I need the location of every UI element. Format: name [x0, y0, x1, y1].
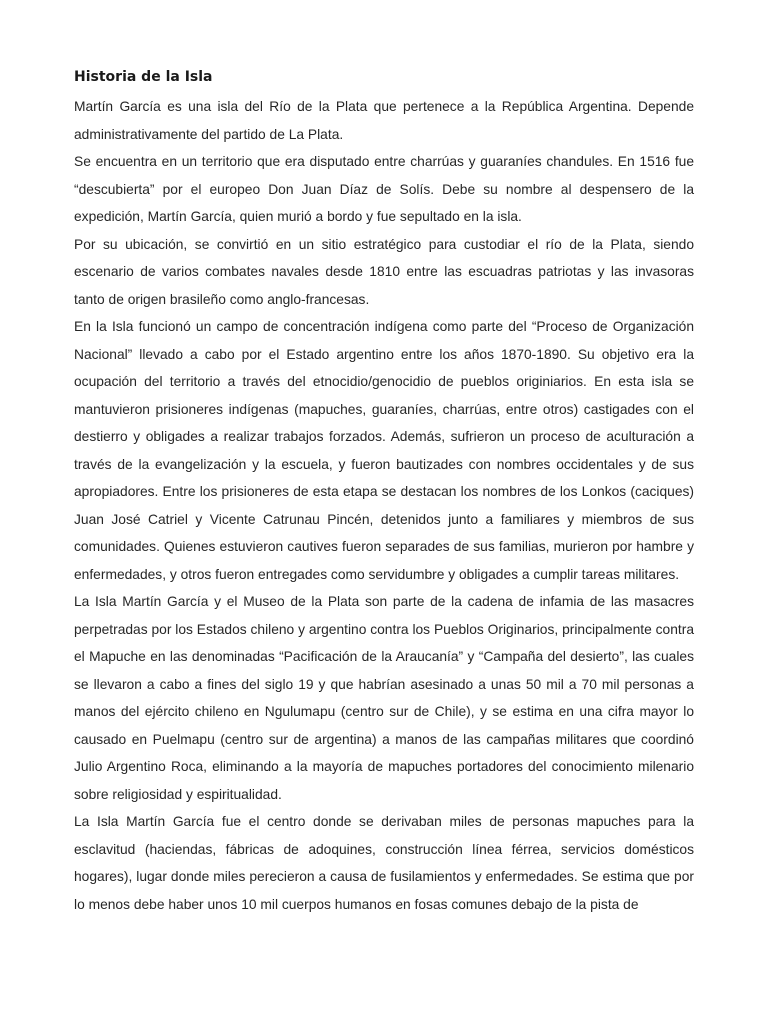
paragraph-6: La Isla Martín García fue el centro donde se derivaban miles de personas mapuches para la esclavitud (haciendas, fábricas de adoquines, construcción línea férrea, servicios domésticos hogares), lugar donde miles perecieron a causa de fusilamientos y enfermedades. Se estima que por lo menos debe haber unos 10 mil cuerpos humanos en fosas comunes debajo de la pista de — [74, 814, 694, 912]
paragraph-1: Martín García es una isla del Río de la Plata que pertenece a la República Argentina. Depende administrativamente del partido de La Plata. — [74, 99, 694, 142]
paragraph-4: En la Isla funcionó un campo de concentración indígena como parte del “Proceso de Organización Nacional” llevado a cabo por el Estado argentino entre los años 1870-1890. Su objetivo era la ocupación del territorio a través del etnocidio/genocidio de pueblos originiarios. En esta isla se mantuvieron prisioneres indígenas (mapuches, guaraníes, charrúas, entre otros) castigades con el destierro y obligades a realizar trabajos forzados. Además, sufrieron un proceso de aculturación a través de la evangelización y la escuela, y fueron bautizades con nombres occidentales y de sus apropiadores. Entre los prisioneres de esta etapa se destacan los nombres de los Lonkos (caciques) Juan José Catriel y Vicente Catrunau Pincén, detenidos junto a familiares y miembros de sus comunidades. Quienes estuvieron cautives fueron separades de sus familias, murieron por hambre y enfermedades, y otros fueron entregades como servidumbre y obligades a cumplir tareas militares. — [74, 319, 694, 582]
document-page — [74, 64, 694, 918]
paragraph-3: Por su ubicación, se convirtió en un sitio estratégico para custodiar el río de la Plata, siendo escenario de varios combates navales desde 1810 entre las escuadras patriotas y las invasoras tanto de origen brasileño como anglo-francesas. — [74, 236, 694, 307]
paragraph-5: La Isla Martín García y el Museo de la Plata son parte de la cadena de infamia de las masacres perpetradas por los Estados chileno y argentino contra los Pueblos Originarios, principalmente contra el Mapuche en las denominadas “Pacificación de la Araucanía” y “Campaña del desierto”, las cuales se llevaron a cabo a fines del siglo 19 y que habrían asesinado a unas 50 mil a 70 mil personas a manos del ejército chileno en Ngulumapu (centro sur de Chile), y se estima en una cifra mayor lo causado en Puelmapu (centro sur de argentina) a manos de las campañas militares que coordinó Julio Argentino Roca, eliminando a la mayoría de mapuches portadores del conocimiento milenario sobre religiosidad y espiritualidad. — [74, 594, 694, 802]
document-title: Historia de la Isla — [74, 69, 213, 85]
paragraph-2: Se encuentra en un territorio que era disputado entre charrúas y guaraníes chandules. En 1516 fue “descubierta” por el europeo Don Juan Díaz de Solís. Debe su nombre al despensero de la expedición, Martín García, quien murió a bordo y fue sepultado en la isla. — [74, 154, 694, 224]
